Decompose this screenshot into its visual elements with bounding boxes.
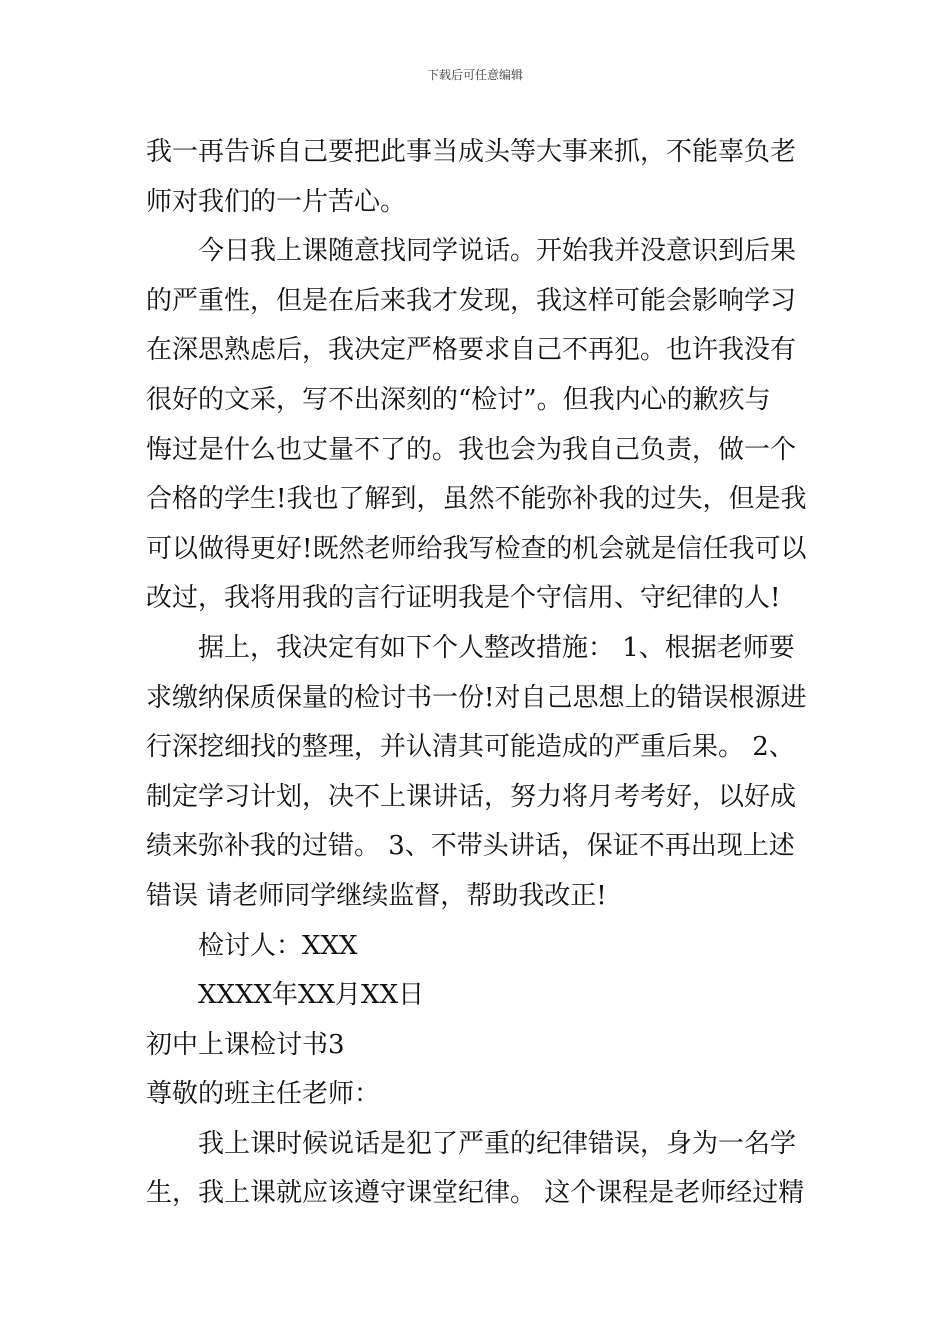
text-line: 检讨人：XXX [198, 930, 358, 961]
text-line: 的严重性，但是在后来我才发现，我这样可能会影响学习 [146, 285, 797, 316]
text-line: 初中上课检讨书3 [146, 1029, 345, 1060]
text-line: 生，我上课就应该遵守课堂纪律。 这个课程是老师经过精 [146, 1178, 805, 1209]
text-line: 悔过是什么也丈量不了的。我也会为我自己负责，做一个 [146, 434, 797, 465]
text-line: 绩来弥补我的过错。 3、不带头讲话，保证不再出现上述 [146, 831, 795, 862]
page-header: 下载后可任意编辑 [426, 68, 523, 82]
text-line: 改过，我将用我的言行证明我是个守信用、守纪律的人! [146, 583, 781, 614]
text-line: 据上，我决定有如下个人整改措施： 1、根据老师要 [198, 632, 795, 663]
text-line: 我一再告诉自己要把此事当成头等大事来抓，不能辜负老 [146, 137, 797, 167]
text-line: 师对我们的一片苦心。 [146, 186, 407, 217]
text-line: 在深思熟虑后，我决定严格要求自己不再犯。也许我没有 [146, 335, 797, 366]
text-line: 很好的文采，写不出深刻的“检讨”。但我内心的歉疚与 [146, 384, 771, 415]
text-line: 今日我上课随意找同学说话。开始我并没意识到后果 [198, 236, 797, 267]
text-line: 制定学习计划，决不上课讲话，努力将月考考好，以好成 [146, 781, 797, 812]
text-line: XXXX年XX月XX日 [198, 980, 425, 1011]
text-line: 尊敬的班主任老师： [146, 1079, 381, 1110]
text-line: 错误 请老师同学继续监督，帮助我改正! [146, 880, 607, 911]
text-line: 行深挖细找的整理，并认清其可能造成的严重后果。 2、 [146, 732, 795, 763]
text-line: 求缴纳保质保量的检讨书一份!对自己思想上的错误根源进 [146, 682, 807, 713]
text-line: 我上课时候说话是犯了严重的纪律错误，身为一名学 [198, 1128, 797, 1159]
document-body [146, 128, 811, 1219]
text-line: 可以做得更好!既然老师给我写检查的机会就是信任我可以 [146, 533, 807, 564]
text-line: 合格的学生!我也了解到，虽然不能弥补我的过失，但是我 [146, 484, 807, 515]
